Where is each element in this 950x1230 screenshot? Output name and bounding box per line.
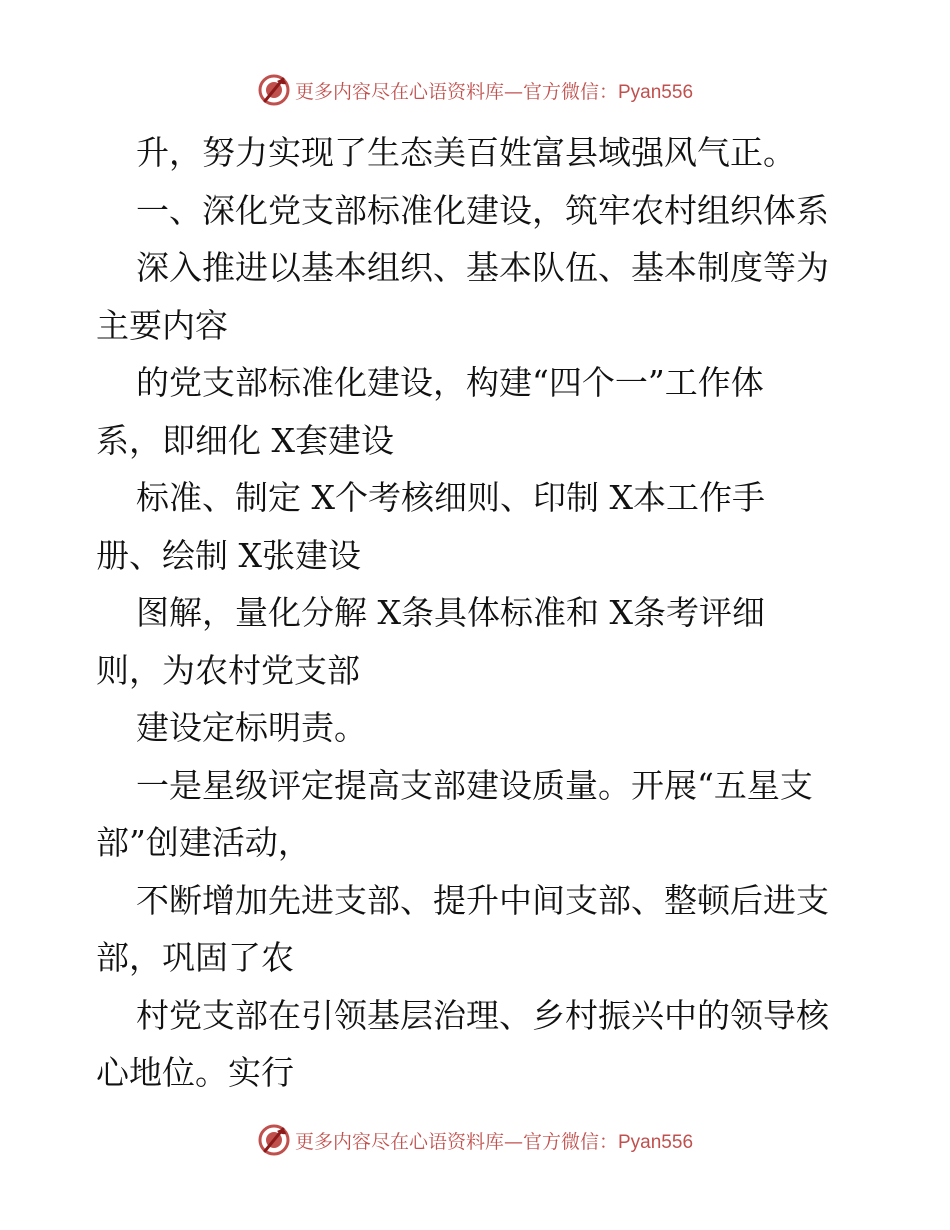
paragraph-line: 部”创建活动，	[96, 823, 311, 862]
paragraph-line: 图解，量化分解 X条具体标准和 X条考评细	[136, 593, 765, 632]
document-body	[96, 124, 866, 1102]
watermark-text-cn: 更多内容尽在心语资料库—官方微信：	[294, 1130, 618, 1153]
paragraph-line: 建设定标明责。	[136, 708, 367, 747]
header-watermark	[0, 70, 950, 110]
feather-seal-icon	[257, 1123, 291, 1157]
watermark-text-cn: 更多内容尽在心语资料库—官方微信：	[294, 80, 618, 103]
watermark-text	[295, 1127, 693, 1154]
paragraph-line: 主要内容	[96, 305, 228, 345]
watermark-wechat-id: Pyan556	[618, 1131, 694, 1153]
paragraph-line: 册、绘制 X张建设	[96, 535, 361, 575]
paragraph-line: 村党支部在引领基层治理、乡村振兴中的领导核	[136, 995, 829, 1035]
paragraph-line: 的党支部标准化建设，构建“四个一”工作体	[136, 363, 764, 402]
paragraph-line: 部，巩固了农	[96, 938, 294, 977]
paragraph-line: 一是星级评定提高支部建设质量。开展“五星支	[136, 765, 813, 805]
paragraph-line: 深入推进以基本组织、基本队伍、基本制度等为	[136, 248, 829, 287]
watermark-wechat-id: Pyan556	[618, 81, 694, 103]
paragraph-line: 标准、制定 X个考核细则、印制 X本工作手	[136, 478, 765, 517]
paragraph-line: 系，即细化 X套建设	[96, 420, 394, 460]
footer-watermark	[0, 1120, 950, 1160]
paragraph-line: 心地位。实行	[96, 1053, 294, 1092]
watermark-text	[295, 77, 693, 104]
paragraph-line: 不断增加先进支部、提升中间支部、整顿后进支	[136, 880, 829, 920]
paragraph-line: 一、深化党支部标准化建设，筑牢农村组织体系	[136, 190, 829, 230]
feather-seal-icon	[257, 73, 291, 107]
paragraph-line: 升，努力实现了生态美百姓富县域强风气正。	[136, 133, 796, 172]
paragraph-line: 则，为农村党支部	[96, 650, 360, 690]
